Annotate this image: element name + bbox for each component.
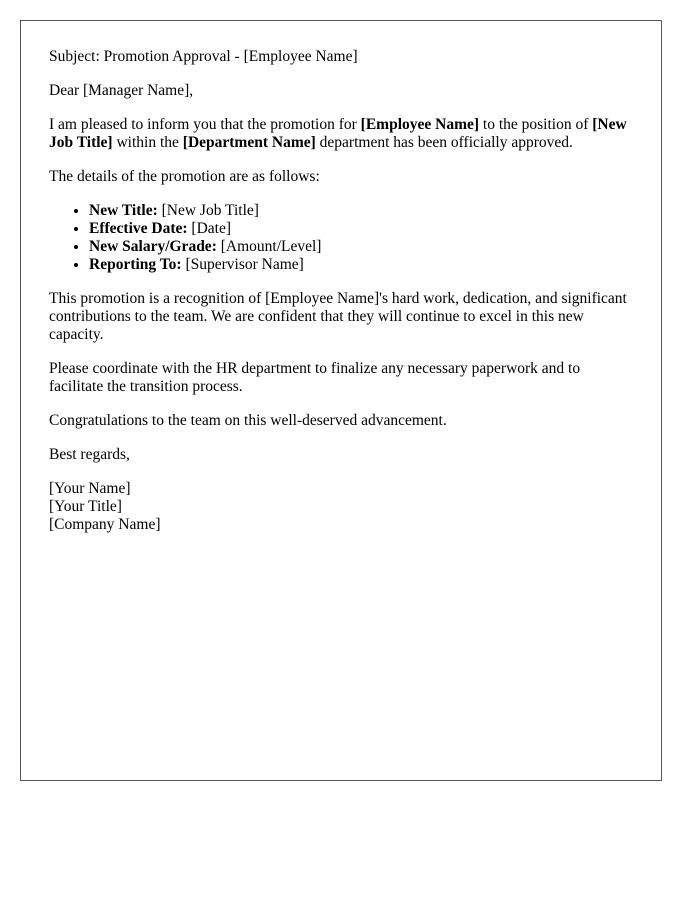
detail-value: [Date] xyxy=(187,220,232,237)
closing: Best regards, xyxy=(49,446,130,463)
signature-title: [Your Title] xyxy=(49,498,122,515)
intro-text-3: within the xyxy=(112,134,183,151)
detail-label: New Title: xyxy=(89,202,158,219)
subject-line: Subject: Promotion Approval - [Employee Name] xyxy=(49,48,358,65)
intro-text-4: department has been officially approved. xyxy=(315,134,573,151)
detail-item-new-title xyxy=(89,202,633,220)
details-intro: The details of the promotion are as follows: xyxy=(49,168,320,185)
signature-company: [Company Name] xyxy=(49,516,161,533)
signature-block xyxy=(49,480,633,534)
letter-container xyxy=(20,20,662,781)
detail-value: [Supervisor Name] xyxy=(181,256,304,273)
intro-text-2: to the position of xyxy=(479,116,593,133)
intro-job-title: [New Job Title] xyxy=(49,116,627,151)
intro-department-name: [Department Name] xyxy=(182,134,316,151)
signature-name: [Your Name] xyxy=(49,480,131,497)
detail-item-effective-date xyxy=(89,220,633,238)
greeting: Dear [Manager Name], xyxy=(49,82,194,99)
details-list xyxy=(49,202,633,274)
detail-item-reporting-to xyxy=(89,256,633,274)
intro-paragraph xyxy=(49,116,633,152)
intro-employee-name: [Employee Name] xyxy=(360,116,480,133)
detail-item-salary-grade xyxy=(89,238,633,256)
detail-label: New Salary/Grade: xyxy=(89,238,217,255)
detail-value: [New Job Title] xyxy=(157,202,259,219)
detail-value: [Amount/Level] xyxy=(216,238,322,255)
recognition-paragraph: This promotion is a recognition of [Employee Name]'s hard work, dedication, and significant contributions to the team. We are confident that they will continue to excel in this new capacity. xyxy=(49,290,627,343)
detail-label: Effective Date: xyxy=(89,220,188,237)
coordination-paragraph: Please coordinate with the HR department to finalize any necessary paperwork and to facilitate the transition process. xyxy=(49,360,581,395)
detail-label: Reporting To: xyxy=(89,256,182,273)
intro-text-1: I am pleased to inform you that the promotion for xyxy=(49,116,361,133)
congratulations-paragraph: Congratulations to the team on this well-deserved advancement. xyxy=(49,412,447,429)
